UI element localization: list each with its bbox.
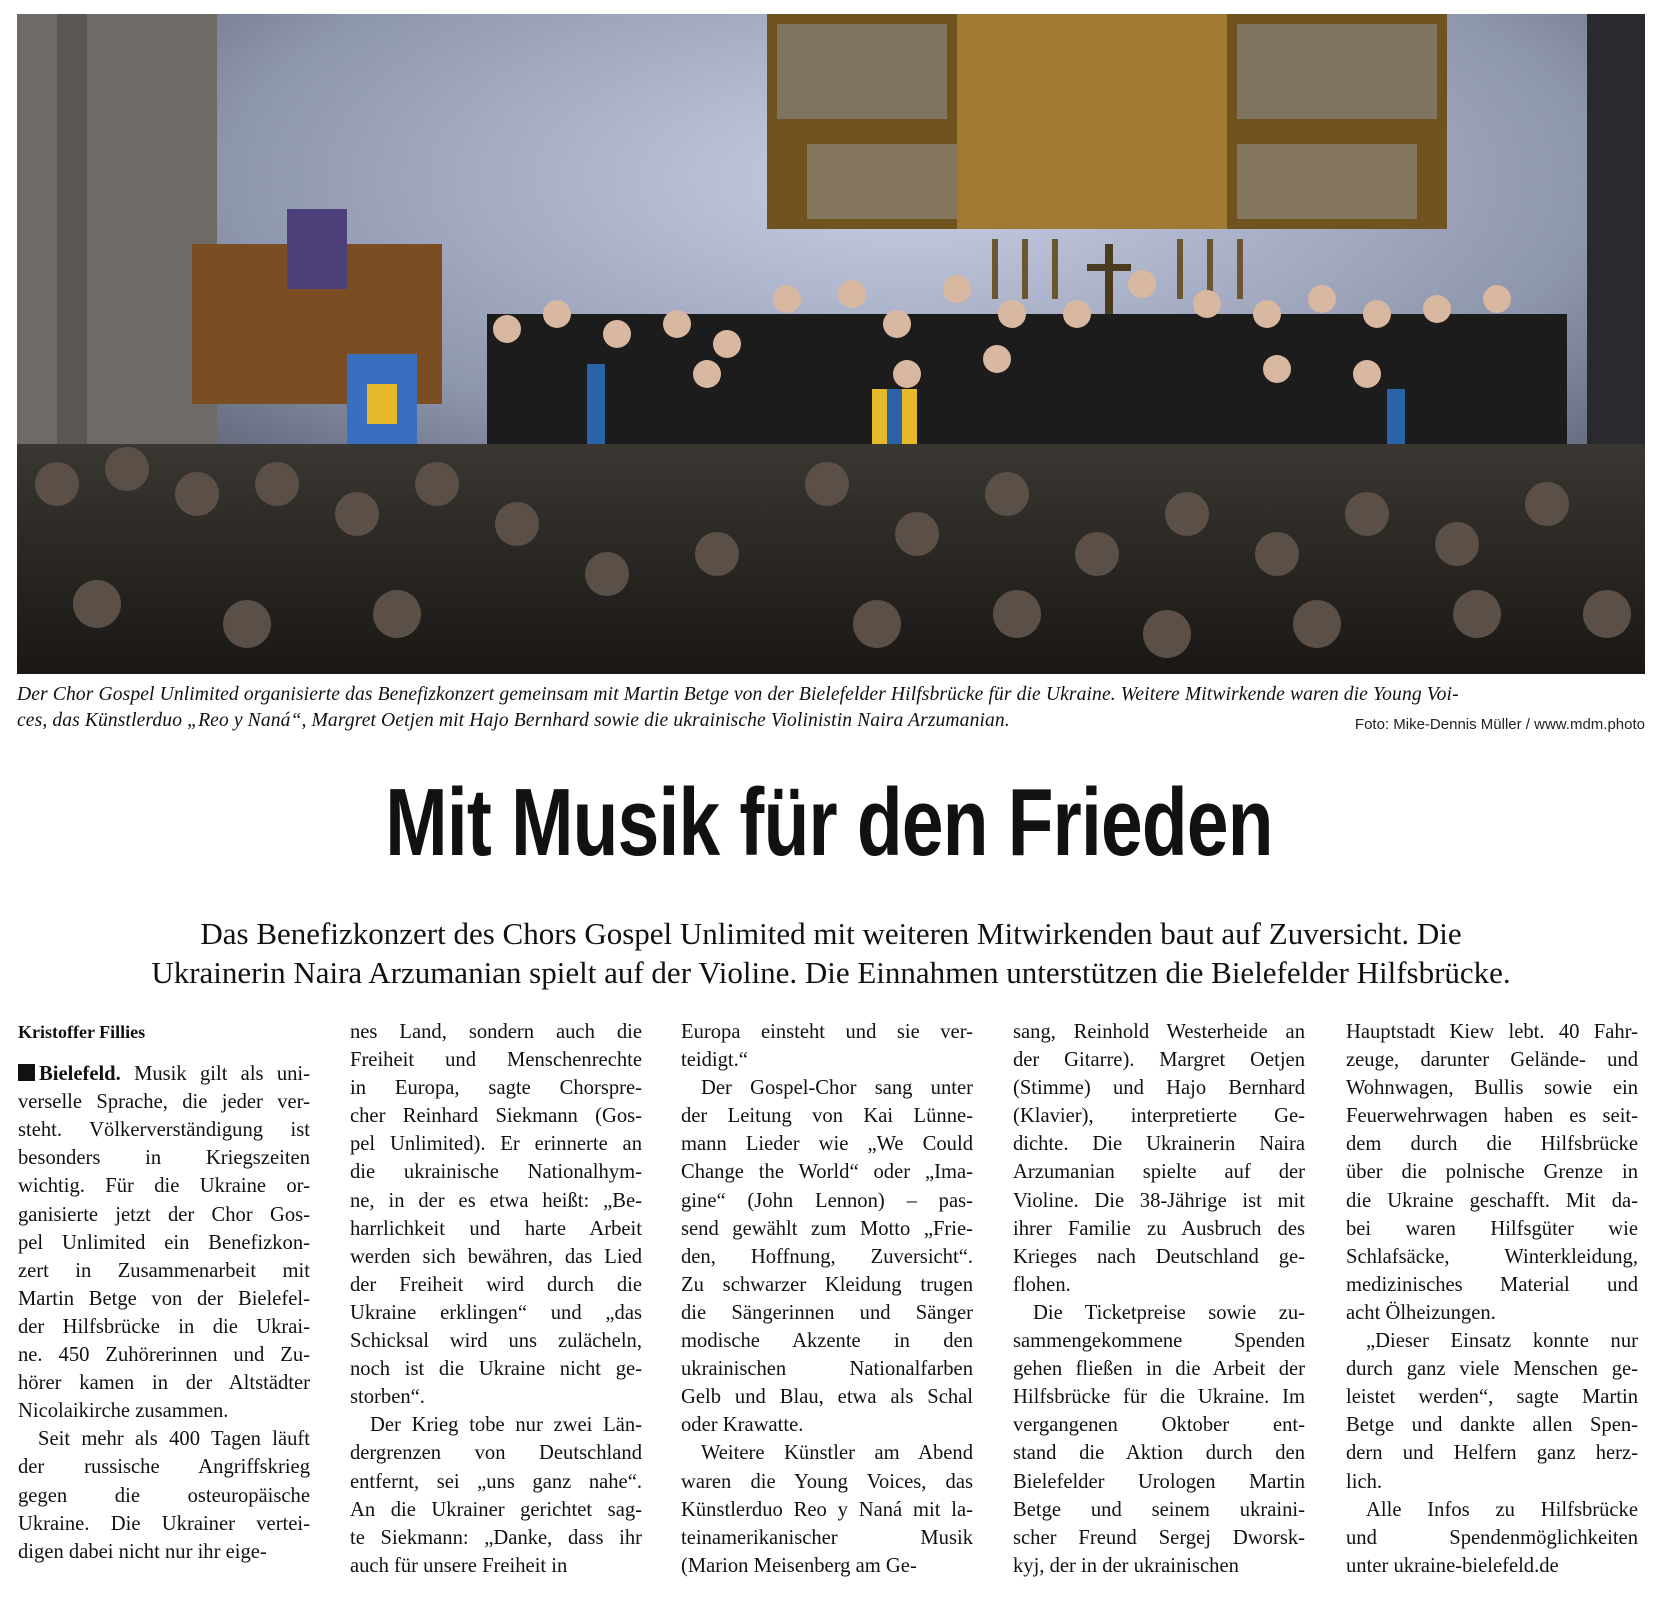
body-line: Freiheit und Menschenrechte (350, 1049, 642, 1072)
body-line: Ukraine. Die Ukrainer vertei- (18, 1512, 310, 1535)
body-line: steht. Völkerverständigung ist (18, 1119, 310, 1142)
body-line: Feuerwehrwagen haben es seit- (1346, 1105, 1638, 1128)
body-line: leistet werden“, sagte Martin (1346, 1386, 1638, 1409)
author-byline: Kristoffer Fillies (18, 1022, 146, 1042)
body-line: dem durch die Hilfsbrücke (1346, 1133, 1638, 1156)
body-line: die Sängerinnen und Sänger (681, 1301, 973, 1324)
body-line: Violine. Die 38-Jährige ist mit (1013, 1189, 1305, 1212)
body-line: Schicksal wird uns zulächeln, (350, 1330, 642, 1353)
body-line: besonders in Kriegszeiten (18, 1147, 310, 1170)
choir-concert-photo (17, 14, 1645, 674)
dateline: Bielefeld. (39, 1063, 121, 1086)
body-line: der Freiheit wird durch die (350, 1273, 642, 1296)
body-line: Hilfsbrücke für die Ukraine. Im (1013, 1386, 1305, 1409)
body-line: Seit mehr als 400 Tagen läuft (38, 1428, 310, 1451)
headline: Mit Musik für den Frieden (385, 769, 1273, 876)
body-line: dern und Helfern ganz herz- (1346, 1442, 1638, 1465)
body-line: ukrainischen Nationalfarben (681, 1358, 973, 1381)
body-line: über die polnische Grenze in (1346, 1161, 1638, 1184)
body-line: ne, in der es etwa heißt: „Be- (350, 1189, 642, 1212)
body-line: modische Akzente in den (681, 1330, 973, 1353)
body-line: An die Ukrainer gerichtet sag- (350, 1498, 642, 1521)
body-line: Der Gospel-Chor sang unter (701, 1077, 973, 1100)
body-line: gine“ (John Lennon) – pas- (681, 1189, 973, 1212)
body-line: in Europa, sagte Chorspre- (350, 1077, 642, 1100)
body-line: der russische Angriffskrieg (18, 1456, 310, 1479)
body-line: te Siekmann: „Danke, dass ihr (350, 1526, 642, 1549)
body-line: kyj, der in der ukrainischen (1013, 1554, 1239, 1577)
caption-line: Der Chor Gospel Unlimited organisierte das Benefizkonzert gemeinsam mit Martin Betge von der Bielefelder Hilfsbrücke für die Ukraine. Weitere Mitwirkende waren die Young Voi- (17, 684, 1459, 705)
photo-credit: Foto: Mike-Dennis Müller / www.mdm.photo (1354, 716, 1645, 733)
body-line: der Hilfsbrücke in die Ukrai- (18, 1315, 310, 1338)
article-photo (17, 14, 1645, 674)
body-line: teidigt.“ (681, 1049, 748, 1072)
body-line: Nicolaikirche zusammen. (18, 1400, 229, 1423)
article-column-2 (350, 1018, 642, 1580)
body-line: sammengekommene Spenden (1013, 1330, 1305, 1353)
body-line: scher Freund Sergej Dworsk- (1013, 1526, 1305, 1549)
body-line: gegen die osteuropäische (18, 1484, 310, 1507)
article-column-1 (18, 1018, 310, 1566)
body-line: Arzumanian spielte auf der (1013, 1161, 1305, 1184)
body-line: send gewählt zum Motto „Frie- (681, 1217, 973, 1240)
body-line: ne. 450 Zuhörerinnen und Zu- (18, 1344, 310, 1367)
body-line: die Ukraine geschafft. Mit da- (1346, 1189, 1638, 1212)
body-line: Ukraine erklingen“ und „das (350, 1301, 642, 1324)
body-line: Bielefeld. Musik gilt als uni- (18, 1060, 310, 1088)
body-line: Die Ticketpreise sowie zu- (1033, 1301, 1305, 1324)
body-line: waren die Young Voices, das (681, 1470, 973, 1493)
body-line: vergangenen Oktober ent- (1013, 1414, 1305, 1437)
body-line: noch ist die Ukraine nicht ge- (350, 1358, 642, 1381)
body-line: cher Reinhard Siekmann (Gos- (350, 1105, 642, 1128)
body-line: „Dieser Einsatz konnte nur (1366, 1330, 1638, 1353)
body-line: wichtig. Für die Ukraine or- (18, 1175, 310, 1198)
body-line: auch für unsere Freiheit in (350, 1554, 568, 1577)
body-line: (Marion Meisenberg am Ge- (681, 1554, 917, 1577)
body-line: gehen fließen in die Arbeit der (1013, 1358, 1305, 1381)
body-line: oder Krawatte. (681, 1414, 804, 1437)
body-line: Bielefelder Urologen Martin (1013, 1470, 1305, 1493)
body-line: zeuge, darunter Gelände- und (1346, 1049, 1638, 1072)
body-line: dichte. Die Ukrainerin Naira (1013, 1133, 1305, 1156)
body-line: acht Ölheizungen. (1346, 1301, 1496, 1324)
body-line: ganisierte jetzt der Chor Gos- (18, 1203, 310, 1226)
body-line: stand die Aktion durch den (1013, 1442, 1305, 1465)
body-line: Betge und seinem ukraini- (1013, 1498, 1305, 1521)
subhead-line: Ukrainerin Naira Arzumanian spielt auf der Violine. Die Einnahmen unterstützen die Bielefelder Hilfsbrücke. (151, 955, 1511, 990)
article-column-4 (1013, 1018, 1305, 1580)
body-line: ihrer Familie zu Ausbruch des (1013, 1217, 1305, 1240)
body-line: entfernt, sei „uns ganz nahe“. (350, 1470, 642, 1493)
body-line: harrlichkeit und harte Arbeit (350, 1217, 642, 1240)
body-line: digen dabei nicht nur ihr eige- (18, 1540, 267, 1563)
body-line: Krieges nach Deutschland ge- (1013, 1245, 1305, 1268)
subhead-line: Das Benefizkonzert des Chors Gospel Unlimited mit weiteren Mitwirkenden baut auf Zuversicht. Die (200, 916, 1462, 951)
subheadline (18, 914, 1644, 992)
body-line: lich. (1346, 1470, 1383, 1493)
body-line: den, Hoffnung, Zuversicht“. (681, 1245, 973, 1268)
body-line: medizinisches Material und (1346, 1273, 1638, 1296)
body-line: flohen. (1013, 1273, 1071, 1296)
body-line: bei waren Hilfsgüter wie (1346, 1217, 1638, 1240)
body-line: (Klavier), interpretierte Ge- (1013, 1105, 1305, 1128)
body-line: durch ganz viele Menschen ge- (1346, 1358, 1638, 1381)
body-line: pel Unlimited ein Benefizkon- (18, 1231, 310, 1254)
body-line: Alle Infos zu Hilfsbrücke (1366, 1498, 1638, 1521)
body-line: nes Land, sondern auch die (350, 1021, 642, 1043)
article-column-5 (1346, 1018, 1638, 1580)
body-line: Wohnwagen, Bullis sowie ein (1346, 1077, 1638, 1100)
body-line: verselle Sprache, die jeder ver- (18, 1091, 310, 1114)
body-line: und Spendenmöglichkeiten (1346, 1526, 1638, 1549)
body-line: Hauptstadt Kiew lebt. 40 Fahr- (1346, 1021, 1638, 1043)
body-line: hörer kamen in der Altstädter (18, 1372, 310, 1395)
dateline-marker-icon (18, 1064, 35, 1081)
body-line: storben“. (350, 1386, 425, 1409)
body-line: Europa einsteht und sie ver- (681, 1021, 973, 1043)
article-column-3 (681, 1018, 973, 1580)
body-line: Martin Betge von der Bielefel- (18, 1287, 310, 1310)
body-line: mann Lieder wie „We Could (681, 1133, 973, 1156)
body-line: Betge und dankte allen Spen- (1346, 1414, 1638, 1437)
body-line: dergrenzen von Deutschland (350, 1442, 642, 1465)
body-line: (Stimme) und Hajo Bernhard (1013, 1077, 1305, 1100)
body-line: die ukrainische Nationalhym- (350, 1161, 642, 1184)
body-line: werden sich bewähren, das Lied (350, 1245, 642, 1268)
body-line: Weitere Künstler am Abend (701, 1442, 973, 1465)
body-line: Der Krieg tobe nur zwei Län- (370, 1414, 642, 1437)
body-line: teinamerikanischer Musik (681, 1526, 973, 1549)
body-line: der Gitarre). Margret Oetjen (1013, 1049, 1305, 1072)
caption-line: ces, das Künstlerduo „Reo y Naná“, Margret Oetjen mit Hajo Bernhard sowie die ukrainische Violinistin Naira Arzumanian. (17, 710, 1010, 731)
body-line: Zu schwarzer Kleidung trugen (681, 1273, 973, 1296)
body-line: unter ukraine-bielefeld.de (1346, 1554, 1559, 1577)
body-line: Künstlerduo Reo y Naná mit la- (681, 1498, 973, 1521)
body-line: der Leitung von Kai Lünne- (681, 1105, 973, 1128)
body-line: Schlafsäcke, Winterkleidung, (1346, 1245, 1638, 1268)
body-line: zert in Zusammenarbeit mit (18, 1259, 310, 1282)
body-line: Gelb und Blau, etwa als Schal (681, 1386, 973, 1409)
body-line: sang, Reinhold Westerheide an (1013, 1021, 1305, 1043)
body-line: Change the World“ oder „Ima- (681, 1161, 973, 1184)
body-line: pel Unlimited). Er erinnerte an (350, 1133, 642, 1156)
